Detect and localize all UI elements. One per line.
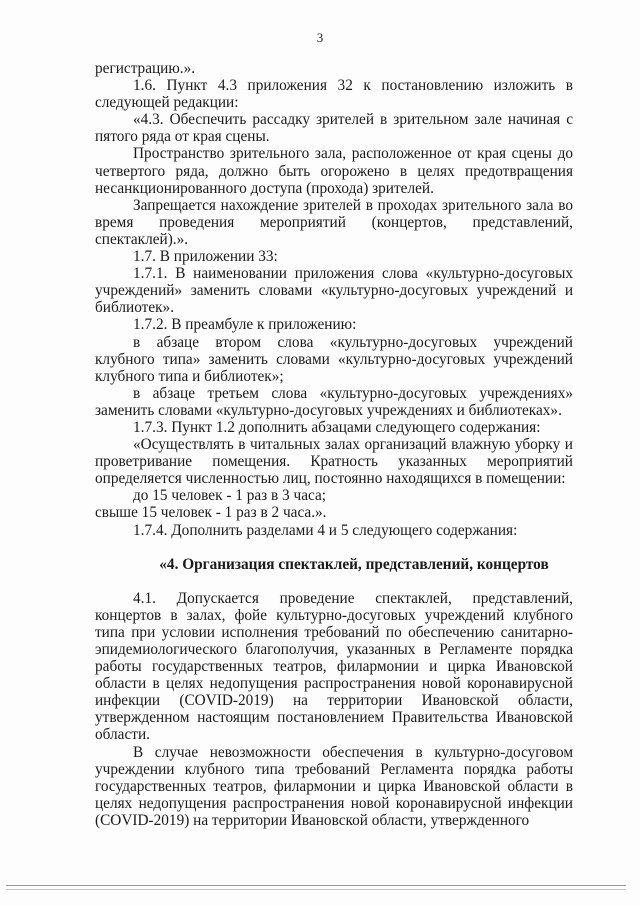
paragraph-prohibition: Запрещается нахождение зрителей в проходах зрительного зала во время проведения мероприятий (концертов, представлений, спектаклей).». <box>95 196 573 248</box>
paragraph-1-7-2: 1.7.2. В преамбуле к приложению: <box>133 316 357 334</box>
scan-edge-line-secondary <box>6 889 626 890</box>
paragraph-continuation: регистрацию.». <box>95 60 196 77</box>
paragraph-1-7: 1.7. В приложении 33: <box>133 248 278 266</box>
paragraph-1-7-3: 1.7.3. Пункт 1.2 дополнить абзацами следующего содержания: <box>133 418 541 436</box>
paragraph-1-7-4: 1.7.4. Дополнить разделами 4 и 5 следующего содержания: <box>133 521 518 539</box>
paragraph-4-3-quote: «4.3. Обеспечить рассадку зрителей в зрительном зале начиная с пятого ряда от края сцены. <box>95 111 573 146</box>
paragraph-4-1: 4.1. Допускается проведение спектаклей, представлений, концертов в залах, фойе культурно-досуговых учреждений клубного типа при условии исполнения требований по обеспечению санитарно-эпидемиологического благополучия, указанных в Регламенте порядка работы государственных театров, филармонии и цирка Ивановской области в целях недопущения распространения новой коронавирусной инфекции (COVID-2019) на территории Ивановской области, утвержденном настоящим постановлением Правительства Ивановской области. <box>95 589 573 744</box>
paragraph-impossibility: В случае невозможности обеспечения в культурно-досуговом учреждении клубного типа требований Регламента порядка работы государственных театров, филармонии и цирка Ивановской области в целях недопущения распространения новой коронавирусной инфекции (COVID-2019) на территории Ивановской области, утвержденного <box>95 743 573 829</box>
paragraph-up-to-15: до 15 человек - 1 раз в 3 часа; <box>133 487 327 505</box>
paragraph-hall-space: Пространство зрительного зала, расположенное от края сцены до четвертого ряда, должно быть огорожено в целях предотвращения несанкционированного доступа (прохода) зрителей. <box>95 145 573 197</box>
paragraph-1-6: 1.6. Пункт 4.3 приложения 32 к постановлению изложить в следующей редакции: <box>95 77 573 112</box>
scan-edge-line <box>6 885 626 886</box>
paragraph-over-15: свыше 15 человек - 1 раз в 2 часа.». <box>95 504 327 522</box>
paragraph-abzac-2: в абзаце втором слова «культурно-досуговых учреждений клубного типа» заменить словами «культурно-досуговых учреждений клубного типа и библиотек»; <box>95 333 573 385</box>
paragraph-reading-rooms: «Осуществлять в читальных залах организаций влажную уборку и проветривание помещения. Кратность указанных мероприятий определяется численностью лиц, постоянно находящихся в помещении: <box>95 436 573 488</box>
document-body <box>95 60 573 829</box>
paragraph-1-7-1: 1.7.1. В наименовании приложения слова «культурно-досуговых учреждений» заменить словами «культурно-досуговых учреждений и библиотек». <box>95 265 573 317</box>
page-number: 3 <box>316 30 324 45</box>
paragraph-abzac-3: в абзаце третьем слова «культурно-досуговых учреждениях» заменить словами «культурно-досуговых учреждениях и библиотеках». <box>95 384 573 419</box>
section-4-heading: «4. Организация спектаклей, представлений, концертов <box>159 555 549 573</box>
